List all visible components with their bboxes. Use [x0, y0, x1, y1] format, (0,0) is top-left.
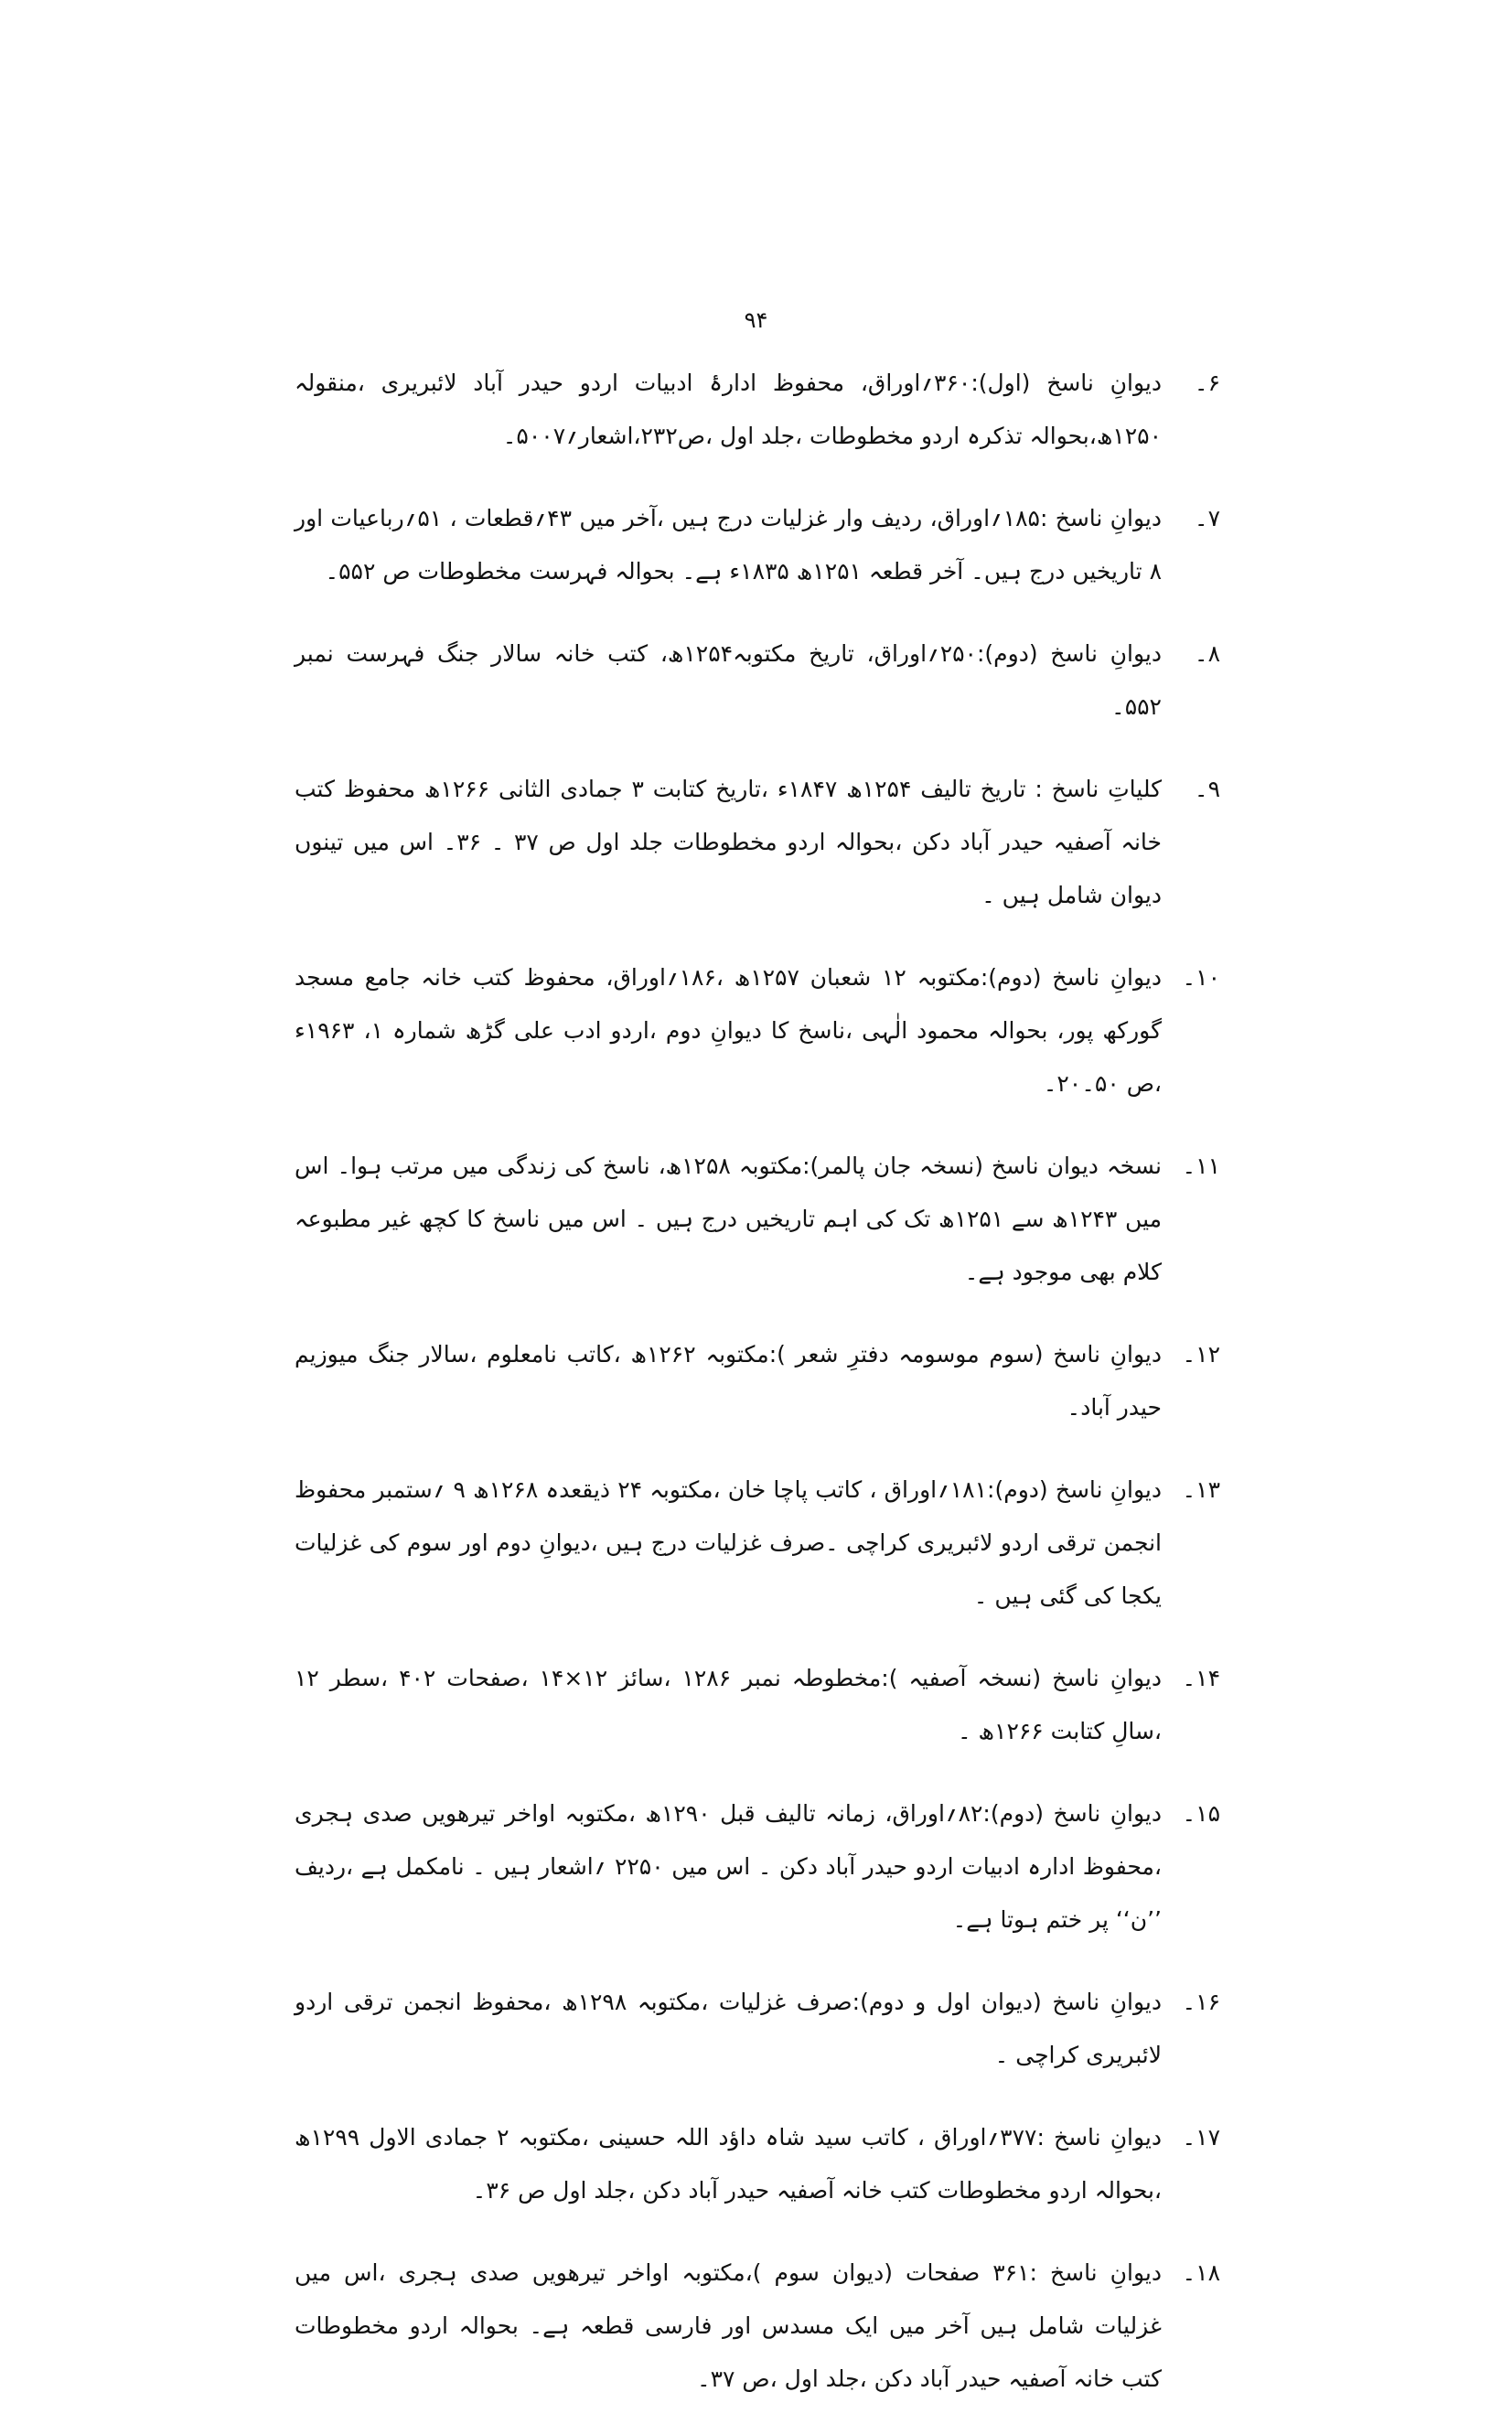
entry-number: ۱۵۔	[1182, 1800, 1220, 1827]
entry-text: دیوانِ ناسخ (نسخہ آصفیہ ):مخطوطہ نمبر ۱۲۸۶ ،سائز ۱۲×۱۴ ،صفحات ۴۰۲ ،سطر ۱۲ ،سالِ کتابت ۱۲۶۶ھ ۔	[295, 1665, 1163, 1744]
entry-number: ۱۶۔	[1182, 1989, 1220, 2015]
list-item	[295, 628, 1220, 734]
entry-text: دیوانِ ناسخ (سوم موسومہ دفترِ شعر ):مکتوبہ ۱۲۶۲ھ ،کاتب نامعلوم ،سالار جنگ میوزیم حیدر آباد۔	[295, 1341, 1162, 1421]
entry-text: دیوانِ ناسخ :۳۶۱ صفحات (دیوان سوم )،مکتوبہ اواخر تیرھویں صدی ہجری ،اس میں غزلیات شامل ہیں آخر میں ایک مسدس اور فارسی قطعہ ہے۔ بحوالہ اردو مخطوطات کتب خانہ آصفیہ حیدر آباد دکن ،جلد اول ،ص ۳۷۔	[295, 2259, 1162, 2392]
entry-text: دیوانِ ناسخ (دوم):مکتوبہ ۱۲ شعبان ۱۲۵۷ھ ،۱۸۶؍اوراق، محفوظ کتب خانہ جامع مسجد گورکھ پور، بحوالہ محمود الٰہی ،ناسخ کا دیوانِ دوم ،اردو ادب علی گڑھ شمارہ ۱، ۱۹۶۳ء ،ص ۵۰۔۲۰۔	[295, 964, 1163, 1097]
list-item	[295, 2247, 1220, 2406]
entry-number: ۷۔	[1194, 505, 1220, 531]
list-item	[295, 1787, 1220, 1947]
entry-number: ۱۰۔	[1182, 964, 1220, 991]
entry-number: ۱۱۔	[1182, 1153, 1220, 1179]
list-item	[295, 1976, 1220, 2082]
entry-number: ۱۸۔	[1182, 2259, 1220, 2286]
entry-number: ۸۔	[1194, 640, 1220, 667]
entry-text: دیوانِ ناسخ :۳۷۷؍اوراق ، کاتب سید شاہ داؤد اللہ حسینی ،مکتوبہ ۲ جمادی الاول ۱۲۹۹ھ ،بحوالہ اردو مخطوطات کتب خانہ آصفیہ حیدر آباد دکن ،جلد اول ص ۳۶۔	[295, 2124, 1163, 2204]
list-item	[295, 2111, 1220, 2217]
entry-text: دیوانِ ناسخ (دوم):۸۲؍اوراق، زمانہ تالیف قبل ۱۲۹۰ھ ،مکتوبہ اواخر تیرھویں صدی ہجری ،محفوظ ادارہ ادبیات اردو حیدر آباد دکن ۔ اس میں ۲۲۵۰ ؍اشعار ہیں ۔ نامکمل ہے ،ردیف ’’ن‘‘ پر ختم ہوتا ہے۔	[295, 1800, 1163, 1933]
page-number: ۹۴	[744, 307, 768, 333]
entry-text: دیوانِ ناسخ (اول):۳۶۰؍اوراق، محفوظ ادارۂ ادبیات اردو حیدر آباد لائبریری ،منقولہ ۱۲۵۰ھ،بحوالہ تذکرہ اردو مخطوطات ،جلد اول ،ص۲۳۲،اشعار؍۵۰۰۷۔	[295, 370, 1162, 449]
entry-number: ۱۳۔	[1182, 1476, 1220, 1503]
entry-list	[295, 357, 1220, 2435]
entry-text: نسخہ دیوان ناسخ (نسخہ جان پالمر):مکتوبہ ۱۲۵۸ھ، ناسخ کی زندگی میں مرتب ہوا۔ اس میں ۱۲۴۳ھ سے ۱۲۵۱ھ تک کی اہم تاریخیں درج ہیں ۔ اس میں ناسخ کا کچھ غیر مطبوعہ کلام بھی موجود ہے۔	[295, 1153, 1162, 1285]
list-item	[295, 951, 1220, 1110]
entry-text: کلیاتِ ناسخ : تاریخ تالیف ۱۲۵۴ھ ۱۸۴۷ء ،تاریخ کتابت ۳ جمادی الثانی ۱۲۶۶ھ محفوظ کتب خانہ آصفیہ حیدر آباد دکن ،بحوالہ اردو مخطوطات جلد اول ص ۳۷ ۔ ۳۶۔ اس میں تینوں دیوان شامل ہیں ۔	[295, 776, 1163, 908]
entry-number: ۹۔	[1194, 776, 1220, 802]
entry-number: ۱۴۔	[1182, 1665, 1220, 1691]
entry-text: دیوانِ ناسخ (دوم):۱۸۱؍اوراق ، کاتب پاچا خان ،مکتوبہ ۲۴ ذیقعدہ ۱۲۶۸ھ ۹ ؍ستمبر محفوظ انجمن ترقی اردو لائبریری کراچی ۔صرف غزلیات درج ہیں ،دیوانِ دوم اور سوم کی غزلیات یکجا کی گئی ہیں ۔	[295, 1476, 1162, 1609]
entry-text: دیوانِ ناسخ (دوم):۲۵۰؍اوراق، تاریخ مکتوبہ۱۲۵۴ھ، کتب خانہ سالار جنگ فہرست نمبر ۵۵۲۔	[295, 640, 1162, 720]
entry-number: ۶۔	[1194, 370, 1220, 396]
entry-number: ۱۲۔	[1182, 1341, 1220, 1368]
entry-text: دیوانِ ناسخ (دیوان اول و دوم):صرف غزلیات ،مکتوبہ ۱۲۹۸ھ ،محفوظ انجمن ترقی اردو لائبریری کراچی ۔	[295, 1989, 1162, 2068]
entry-text: دیوانِ ناسخ :۱۸۵؍اوراق، ردیف وار غزلیات درج ہیں ،آخر میں ۴۳؍قطعات ، ۵۱؍رباعیات اور ۸ تاریخیں درج ہیں۔ آخر قطعہ ۱۲۵۱ھ ۱۸۳۵ء ہے۔ بحوالہ فہرست مخطوطات ص ۵۵۲۔	[295, 505, 1162, 585]
list-item	[295, 1140, 1220, 1299]
list-item	[295, 1652, 1220, 1758]
list-item	[295, 492, 1220, 598]
list-item	[295, 1328, 1220, 1434]
list-item	[295, 1464, 1220, 1623]
list-item	[295, 357, 1220, 463]
entry-number: ۱۷۔	[1182, 2124, 1220, 2151]
list-item	[295, 763, 1220, 922]
